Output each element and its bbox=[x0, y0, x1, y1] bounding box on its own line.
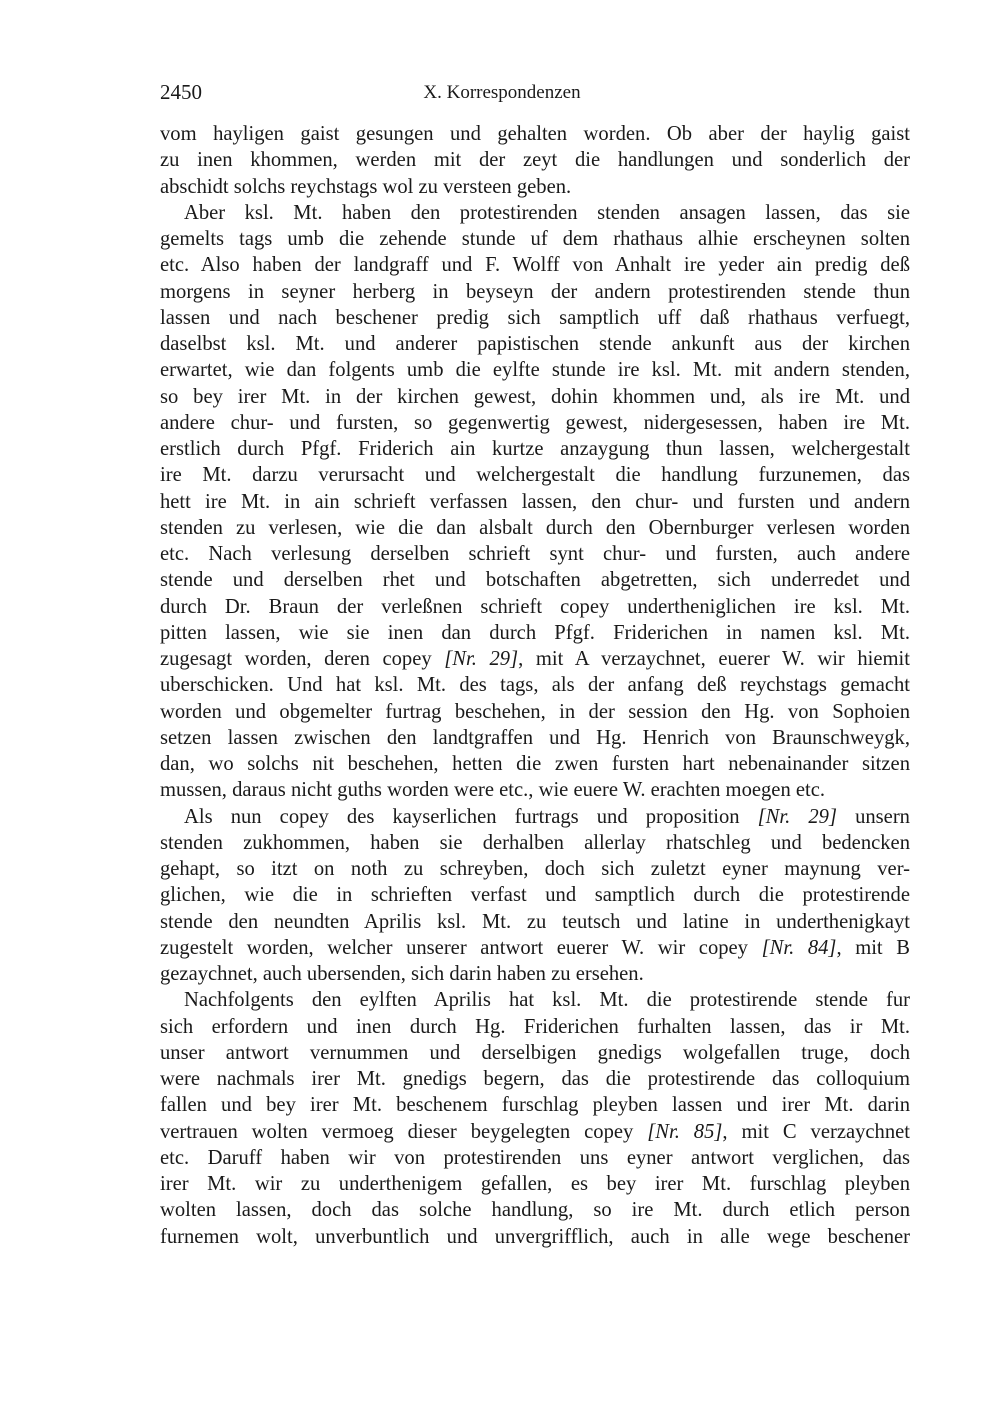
text-line bbox=[160, 646, 910, 672]
text-line bbox=[160, 1224, 910, 1250]
text-line bbox=[160, 1092, 910, 1118]
text-line bbox=[160, 515, 910, 541]
running-title: X. Korrespondenzen bbox=[423, 82, 581, 103]
text-segment: lassen und nach beschener predig sich samptlich uff daß rhathaus verfuegt, bbox=[160, 306, 910, 329]
text-line bbox=[160, 1040, 910, 1066]
text-line bbox=[160, 174, 910, 200]
text-line bbox=[160, 357, 910, 383]
paragraph bbox=[160, 121, 910, 200]
text-line bbox=[160, 882, 910, 908]
paragraph bbox=[160, 987, 910, 1250]
text-line bbox=[160, 410, 910, 436]
text-segment: erwartet, wie dan folgents umb die eylfte stunde ire ksl. Mt. mit andern stenden, bbox=[160, 359, 910, 382]
text-segment: zu inen khommen, werden mit der zeyt die handlungen und sonderlich der bbox=[160, 149, 910, 172]
paragraph bbox=[160, 200, 910, 804]
text-segment: were nachmals irer Mt. gnedigs begern, das die protestirende das colloquium bbox=[160, 1068, 910, 1090]
text-segment: unser antwort vernummen und derselbigen gnedigs wolgefallen truge, doch bbox=[160, 1041, 910, 1064]
text-line bbox=[160, 489, 910, 515]
text-line bbox=[160, 987, 910, 1013]
text-line bbox=[160, 1197, 910, 1223]
text-line bbox=[160, 252, 910, 278]
text-line bbox=[160, 961, 910, 987]
text-segment: gezaychnet, auch ubersenden, sich darin haben zu ersehen. bbox=[160, 963, 644, 985]
text-line bbox=[160, 436, 910, 462]
text-segment: uberschicken. Und hat ksl. Mt. des tags, als der anfang deß reychstags gemacht bbox=[160, 674, 910, 697]
text-segment: , mit A verzaychnet, euerer W. wir hiemit bbox=[518, 648, 910, 670]
text-line bbox=[160, 594, 910, 620]
text-segment: hett ire Mt. in ain schrieft verfassen lassen, den chur- und fursten und andern bbox=[160, 490, 910, 513]
text-line bbox=[160, 305, 910, 331]
text-segment: vom hayligen gaist gesungen und gehalten worden. Ob aber der haylig gaist bbox=[160, 123, 910, 145]
text-segment: , mit C verzaychnet bbox=[722, 1120, 910, 1143]
text-segment: andere chur- und fursten, so gegenwertig gewest, nidergesessen, haben ire Mt. bbox=[160, 411, 910, 434]
text-line bbox=[160, 909, 910, 935]
text-segment: so bey irer Mt. in der kirchen gewest, dohin khommen und, als ire Mt. und bbox=[160, 385, 910, 408]
text-segment: irer Mt. wir zu underthenigem gefallen, es bey irer Mt. furschlag pleyben bbox=[160, 1173, 910, 1195]
paragraph bbox=[160, 804, 910, 988]
text-line bbox=[160, 1171, 910, 1197]
text-segment: etc. Also haben der landgraff und F. Wolff von Anhalt ire yeder ain predig deß bbox=[160, 254, 910, 277]
document-reference: [Nr. 84] bbox=[761, 936, 837, 959]
text-segment: dan, wo solchs nit beschehen, hetten die zwen fursten hart nebenainander sitzen bbox=[160, 753, 910, 775]
text-segment: durch Dr. Braun der verleßnen schrieft copey undertheniglichen ire ksl. Mt. bbox=[160, 595, 910, 618]
text-segment: setzen lassen zwischen den landtgraffen und Hg. Henrich von Braunschweygk, bbox=[160, 726, 910, 749]
text-line bbox=[160, 121, 910, 147]
text-line bbox=[160, 620, 910, 646]
text-segment: stende und derselben rhet und botschaften abgetretten, sich underredet und bbox=[160, 569, 910, 592]
text-line bbox=[160, 226, 910, 252]
text-segment: Aber ksl. Mt. haben den protestirenden stenden ansagen lassen, das sie bbox=[184, 201, 910, 224]
text-line bbox=[160, 804, 910, 830]
text-segment: unsern bbox=[836, 805, 910, 828]
text-line bbox=[160, 699, 910, 725]
text-segment: abschidt solchs reychstags wol zu versteen geben. bbox=[160, 175, 572, 198]
text-line bbox=[160, 1014, 910, 1040]
text-segment: erstlich durch Pfgf. Friderich ain kurtze anzaygung thun lassen, welchergestalt bbox=[160, 438, 910, 460]
text-segment: fallen und bey irer Mt. beschenem furschlag pleyben lassen und irer Mt. darin bbox=[160, 1094, 910, 1117]
text-segment: Nachfolgents den eylften Aprilis hat ksl. Mt. die protestirende stende fur bbox=[184, 989, 910, 1012]
text-line bbox=[160, 200, 910, 226]
text-segment: , mit B bbox=[836, 936, 910, 959]
text-segment: zugestelt worden, welcher unserer antwort euerer W. wir copey bbox=[160, 936, 762, 959]
text-segment: sich erfordern und inen durch Hg. Friderichen furhalten lassen, das ir Mt. bbox=[160, 1015, 910, 1038]
text-line bbox=[160, 541, 910, 567]
text-line bbox=[160, 462, 910, 488]
text-segment: glichen, wie die in schrieften verfast und samptlich durch die protestirende bbox=[160, 884, 910, 907]
text-line bbox=[160, 1145, 910, 1171]
text-segment: mussen, daraus nicht guths worden were etc., wie euere W. erachten moegen etc. bbox=[160, 779, 826, 802]
text-segment: stenden zu verlesen, wie die dan alsbalt durch den Obernburger verlesen worden bbox=[160, 516, 910, 539]
text-line bbox=[160, 567, 910, 593]
text-segment: vertrauen wolten vermoeg dieser beygelegten copey bbox=[160, 1120, 648, 1143]
text-line bbox=[160, 331, 910, 357]
text-segment: Als nun copey des kayserlichen furtrags und proposition bbox=[184, 805, 758, 828]
text-segment: stenden zukhommen, haben sie derhalben allerlay rhatschleg und bedencken bbox=[160, 831, 910, 854]
text-segment: daselbst ksl. Mt. und anderer papistischen stende ankunft aus der kirchen bbox=[160, 333, 910, 355]
text-segment: morgens in seyner herberg in beyseyn der andern protestirenden stende thun bbox=[160, 280, 910, 303]
text-segment: worden und obgemelter furtrag beschehen, in der session den Hg. von Sophoien bbox=[160, 700, 910, 723]
text-line bbox=[160, 935, 910, 961]
page-number: 2450 bbox=[160, 80, 202, 104]
text-segment: gemelts tags umb die zehende stunde uf dem rhathaus alhie erscheynen solten bbox=[160, 228, 910, 250]
document-reference: [Nr. 85] bbox=[647, 1120, 723, 1143]
text-segment: gehapt, so itzt on noth zu schreyben, doch sich zuletzt eyner maynung ver- bbox=[160, 858, 910, 880]
text-segment: etc. Daruff haben wir von protestirenden uns eyner antwort verglichen, das bbox=[160, 1146, 910, 1169]
text-line bbox=[160, 856, 910, 882]
text-line bbox=[160, 147, 910, 173]
text-line bbox=[160, 725, 910, 751]
text-line bbox=[160, 751, 910, 777]
document-reference: [Nr. 29] bbox=[444, 648, 519, 670]
text-segment: zugesagt worden, deren copey bbox=[160, 648, 445, 670]
text-line bbox=[160, 1119, 910, 1145]
text-line bbox=[160, 1066, 910, 1092]
text-line bbox=[160, 672, 910, 698]
text-segment: stende den neundten Aprilis ksl. Mt. zu teutsch und latine in underthenigkayt bbox=[160, 910, 910, 933]
body-text bbox=[160, 121, 910, 1250]
document-reference: [Nr. 29] bbox=[757, 805, 837, 828]
text-segment: wolten lassen, doch das solche handlung, so ire Mt. durch etlich person bbox=[160, 1199, 910, 1222]
text-segment: pitten lassen, wie sie inen dan durch Pfgf. Friderichen in namen ksl. Mt. bbox=[160, 621, 910, 644]
text-line bbox=[160, 384, 910, 410]
text-line bbox=[160, 279, 910, 305]
text-segment: ire Mt. darzu verursacht und welchergestalt die handlung furzunemen, das bbox=[160, 464, 910, 487]
text-segment: furnemen wolt, unverbuntlich und unvergrifflich, auch in alle wege beschener bbox=[160, 1225, 910, 1248]
text-segment: etc. Nach verlesung derselben schrieft synt chur- und fursten, auch andere bbox=[160, 543, 910, 565]
text-line bbox=[160, 777, 910, 803]
text-line bbox=[160, 830, 910, 856]
